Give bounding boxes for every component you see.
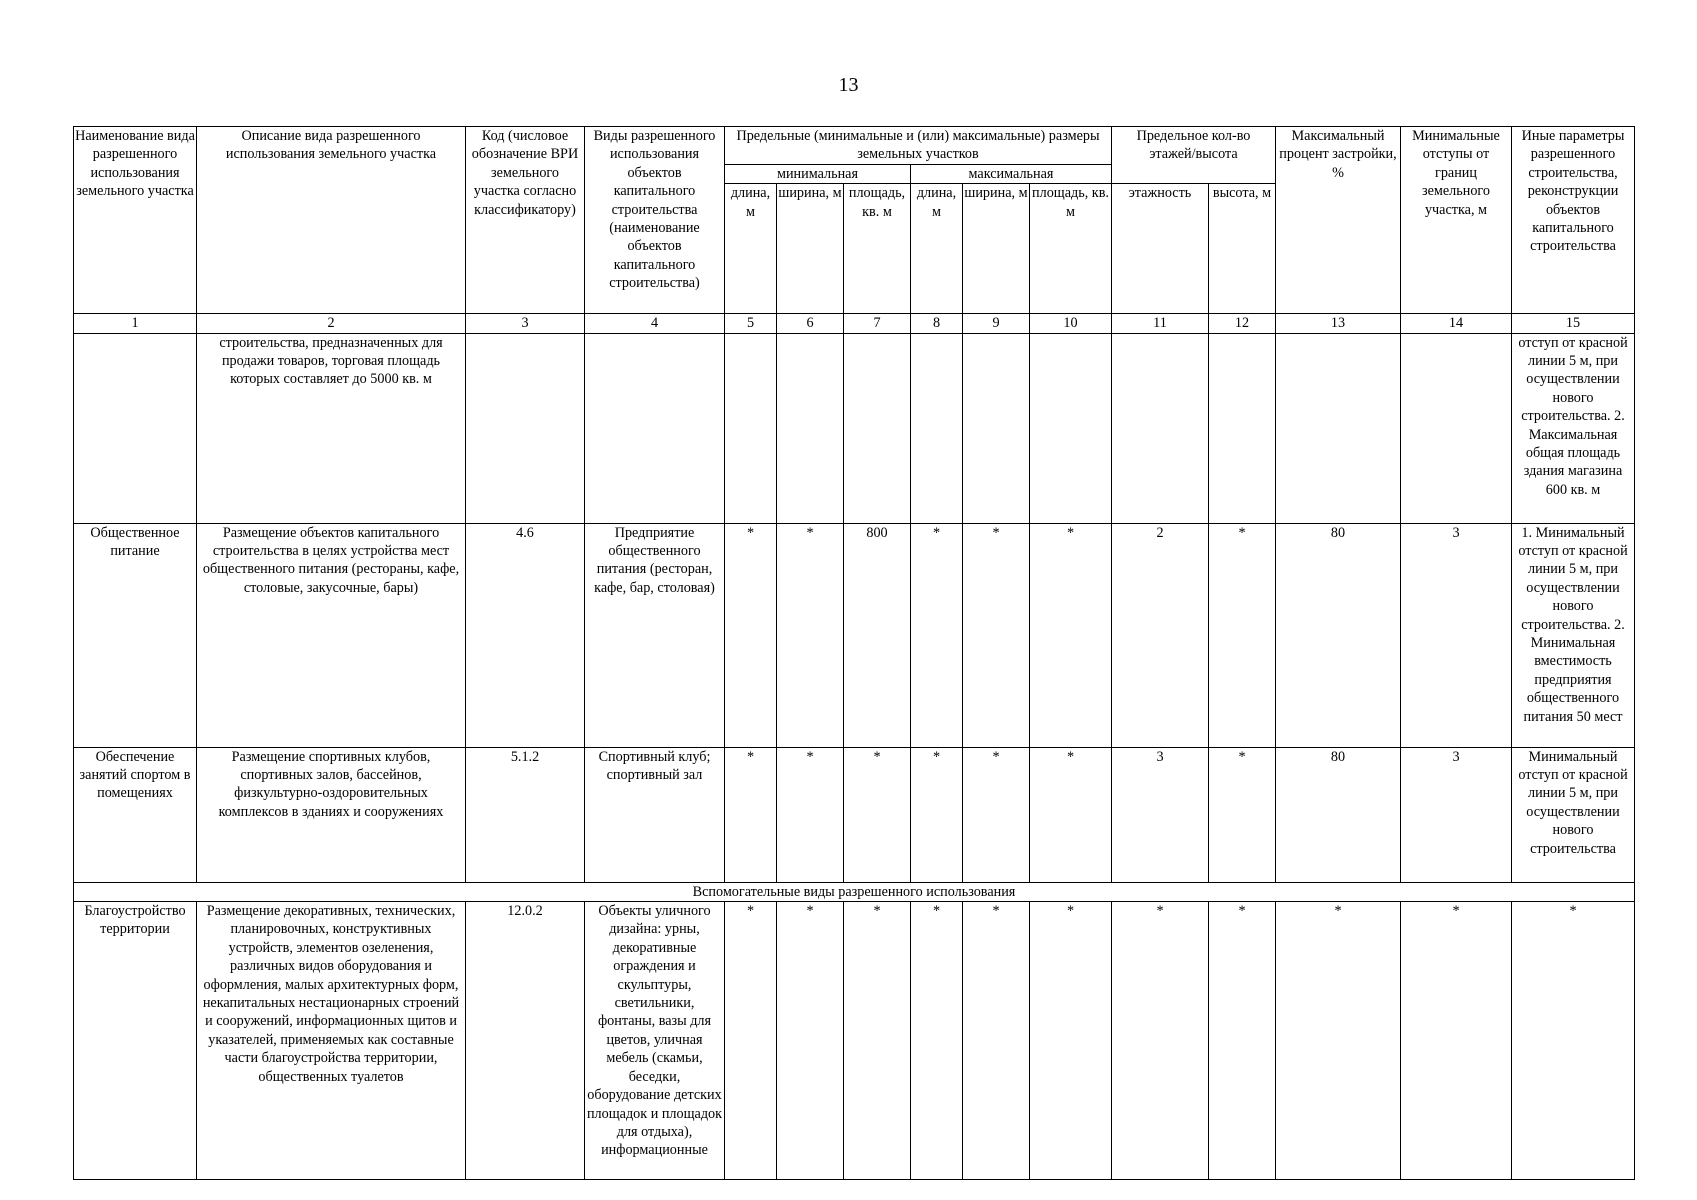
cell-value: * [725, 747, 777, 882]
cell-value: * [1209, 523, 1276, 747]
section-row [74, 882, 1635, 901]
cell-value [911, 333, 963, 523]
cell-description: Размещение объектов капитального строительства в целях устройства мест общественного питания (рестораны, кафе, столовые, закусочные, бары) [197, 523, 466, 747]
cell-value: * [1030, 902, 1112, 1180]
cell-value: * [1112, 902, 1209, 1180]
cell-value: * [844, 902, 911, 1180]
cell-value [725, 333, 777, 523]
zoning-table [73, 126, 1635, 1180]
column-number: 14 [1401, 314, 1512, 333]
cell-value: 80 [1276, 747, 1401, 882]
cell-value: 2 [1112, 523, 1209, 747]
cell-objects: Предприятие общественного питания (ресторан, кафе, бар, столовая) [585, 523, 725, 747]
cell-value: * [911, 523, 963, 747]
header-col5: длина, м [725, 184, 777, 314]
cell-description: Размещение спортивных клубов, спортивных залов, бассейнов, физкультурно-оздоровительных комплексов в зданиях и сооружениях [197, 747, 466, 882]
column-number: 3 [466, 314, 585, 333]
cell-name: Благоустройство территории [74, 902, 197, 1180]
cell-objects: Объекты уличного дизайна: урны, декоративные ограждения и скульптуры, светильники, фонтаны, вазы для цветов, уличная мебель (скамьи, беседки, оборудование детских площадок и площадок для отдыха), информационные [585, 902, 725, 1180]
cell-value: * [1030, 747, 1112, 882]
header-col10: площадь, кв. м [1030, 184, 1112, 314]
cell-value: * [911, 902, 963, 1180]
column-number: 7 [844, 314, 911, 333]
cell-value: * [725, 902, 777, 1180]
header-col3: Код (числовое обозначение ВРИ земельного участка согласно классификатору) [466, 127, 585, 314]
cell-value: * [777, 747, 844, 882]
cell-value: * [1030, 523, 1112, 747]
cell-value: * [963, 902, 1030, 1180]
cell-code: 5.1.2 [466, 747, 585, 882]
header-col2: Описание вида разрешенного использования земельного участка [197, 127, 466, 314]
cell-value: 800 [844, 523, 911, 747]
cell-value: * [1209, 902, 1276, 1180]
cell-objects: Спортивный клуб; спортивный зал [585, 747, 725, 882]
cell-value: * [844, 747, 911, 882]
cell-value: * [963, 747, 1030, 882]
cell-value [1112, 333, 1209, 523]
cell-value: * [1209, 747, 1276, 882]
header-col6: ширина, м [777, 184, 844, 314]
column-number: 15 [1512, 314, 1635, 333]
column-number: 9 [963, 314, 1030, 333]
cell-value: 3 [1112, 747, 1209, 882]
cell-description: строительства, предназначенных для продажи товаров, торговая площадь которых составляет до 5000 кв. м [197, 333, 466, 523]
column-number: 4 [585, 314, 725, 333]
cell-value [1401, 333, 1512, 523]
header-col7: площадь, кв. м [844, 184, 911, 314]
column-number: 2 [197, 314, 466, 333]
cell-other-params: отступ от красной линии 5 м, при осуществлении нового строительства. 2. Максимальная общая площадь здания магазина 600 кв. м [1512, 333, 1635, 523]
column-number: 12 [1209, 314, 1276, 333]
column-number: 13 [1276, 314, 1401, 333]
cell-code: 4.6 [466, 523, 585, 747]
cell-value [963, 333, 1030, 523]
section-title: Вспомогательные виды разрешенного использования [74, 882, 1635, 901]
table-row [74, 902, 1635, 1180]
table-row [74, 747, 1635, 882]
column-number: 5 [725, 314, 777, 333]
table-row [74, 523, 1635, 747]
cell-code [466, 333, 585, 523]
header-col4: Виды разрешенного использования объектов капитального строительства (наименование объектов капитального строительства) [585, 127, 725, 314]
cell-value [1276, 333, 1401, 523]
column-number: 1 [74, 314, 197, 333]
table-row [74, 333, 1635, 523]
header-col12: высота, м [1209, 184, 1276, 314]
column-number-row [74, 314, 1635, 333]
cell-objects [585, 333, 725, 523]
header-col1: Наименование вида разрешенного использования земельного участка [74, 127, 197, 314]
cell-value: 3 [1401, 747, 1512, 882]
cell-other-params: * [1512, 902, 1635, 1180]
cell-value: * [777, 523, 844, 747]
column-number: 8 [911, 314, 963, 333]
page-number: 13 [838, 74, 859, 96]
cell-value [844, 333, 911, 523]
cell-value [1030, 333, 1112, 523]
cell-name: Общественное питание [74, 523, 197, 747]
cell-value: * [1401, 902, 1512, 1180]
cell-description: Размещение декоративных, технических, планировочных, конструктивных устройств, элементов озеленения, различных видов оборудования и оформления, малых архитектурных форм, некапитальных нестационарных строений и сооружений, информационных щитов и указателей, применяемых как составные части благоустройства территории, общественных туалетов [197, 902, 466, 1180]
header-min-group: минимальная [725, 164, 911, 183]
column-number: 6 [777, 314, 844, 333]
cell-value: 80 [1276, 523, 1401, 747]
cell-value: 3 [1401, 523, 1512, 747]
cell-value [1209, 333, 1276, 523]
header-floors-group: Предельное кол-во этажей/высота [1112, 127, 1276, 184]
cell-name: Обеспечение занятий спортом в помещениях [74, 747, 197, 882]
header-max-group: максимальная [911, 164, 1112, 183]
cell-other-params: 1. Минимальный отступ от красной линии 5 м, при осуществлении нового строительства. 2. Минимальная вместимость предприятия общественного питания 50 мест [1512, 523, 1635, 747]
header-sizes-group: Предельные (минимальные и (или) максимальные) размеры земельных участков [725, 127, 1112, 165]
header-col8: длина, м [911, 184, 963, 314]
column-number: 10 [1030, 314, 1112, 333]
cell-value: * [911, 747, 963, 882]
cell-value: * [725, 523, 777, 747]
cell-value: * [777, 902, 844, 1180]
column-number: 11 [1112, 314, 1209, 333]
cell-other-params: Минимальный отступ от красной линии 5 м, при осуществлении нового строительства [1512, 747, 1635, 882]
cell-value [777, 333, 844, 523]
cell-value: * [1276, 902, 1401, 1180]
header-col11: этажность [1112, 184, 1209, 314]
header-col14: Минимальные отступы от границ земельного участка, м [1401, 127, 1512, 314]
header-col13: Максимальный процент застройки, % [1276, 127, 1401, 314]
cell-value: * [963, 523, 1030, 747]
header-col15: Иные параметры разрешенного строительства, реконструкции объектов капитального строительства [1512, 127, 1635, 314]
cell-name [74, 333, 197, 523]
header-col9: ширина, м [963, 184, 1030, 314]
cell-code: 12.0.2 [466, 902, 585, 1180]
